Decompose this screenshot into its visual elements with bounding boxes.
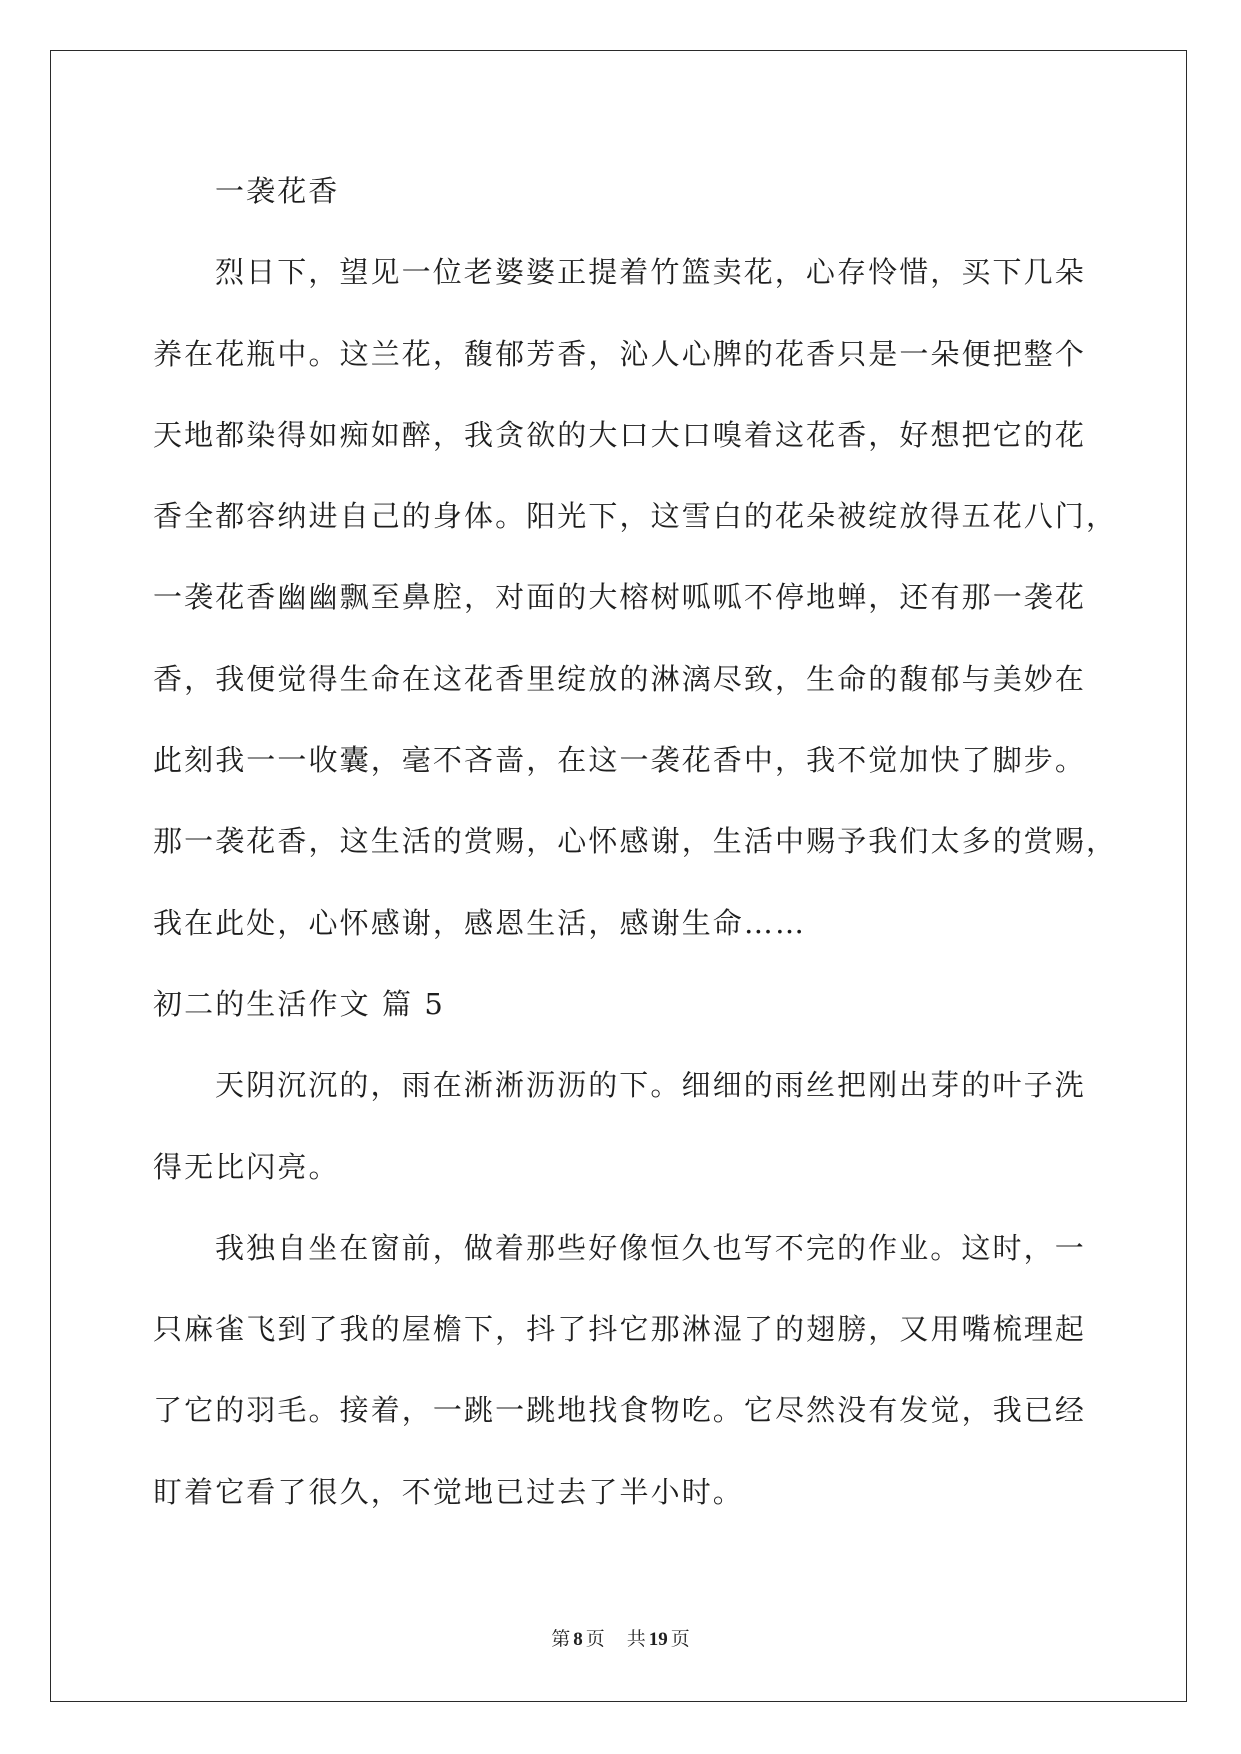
paragraph-line: 盯着它看了很久，不觉地已过去了半小时。	[153, 1474, 744, 1509]
essay-heading: 初二的生活作文 篇 5	[153, 986, 445, 1021]
paragraph-line: 了它的羽毛。接着，一跳一跳地找食物吃。它尽然没有发觉，我已经	[153, 1393, 1087, 1428]
page-number-prefix: 第	[551, 1629, 571, 1650]
page-number-suffix: 页	[585, 1629, 605, 1650]
total-pages-prefix: 共	[626, 1629, 646, 1650]
paragraph-line: 一袭花香幽幽飘至鼻腔，对面的大榕树呱呱不停地蝉，还有那一袭花	[153, 580, 1087, 615]
paragraph-line: 一袭花香	[215, 174, 340, 208]
paragraph-line: 得无比闪亮。	[153, 1149, 340, 1184]
paragraph-line: 我独自坐在窗前，做着那些好像恒久也写不完的作业。这时，一	[215, 1230, 1086, 1265]
page-number: 8	[573, 1629, 583, 1650]
document-body	[153, 151, 1173, 1533]
paragraph-line: 那一袭花香，这生活的赏赐，心怀感谢，生活中赐予我们太多的赏赐，	[153, 824, 1118, 859]
paragraph-line: 烈日下，望见一位老婆婆正提着竹篮卖花，心存怜惜，买下几朵	[215, 255, 1086, 290]
paragraph-line: 天阴沉沉的，雨在淅淅沥沥的下。细细的雨丝把刚出芽的叶子洗	[215, 1068, 1086, 1103]
total-pages: 19	[648, 1629, 668, 1650]
paragraph-line: 香，我便觉得生命在这花香里绽放的淋漓尽致，生命的馥郁与美妙在	[153, 661, 1087, 696]
paragraph-line: 养在花瓶中。这兰花，馥郁芳香，沁人心脾的花香只是一朵便把整个	[153, 336, 1087, 371]
paragraph-line: 只麻雀飞到了我的屋檐下，抖了抖它那淋湿了的翅膀，又用嘴梳理起	[153, 1312, 1087, 1347]
paragraph-line: 香全都容纳进自己的身体。阳光下，这雪白的花朵被绽放得五花八门，	[153, 499, 1118, 534]
paragraph-line: 天地都染得如痴如醉，我贪欲的大口大口嗅着这花香，好想把它的花	[153, 417, 1087, 452]
paragraph-line: 我在此处，心怀感谢，感恩生活，感谢生命……	[153, 905, 807, 940]
total-pages-suffix: 页	[670, 1629, 690, 1650]
paragraph-line: 此刻我一一收囊，毫不吝啬，在这一袭花香中，我不觉加快了脚步。	[153, 743, 1087, 778]
page-footer	[0, 1624, 1241, 1651]
